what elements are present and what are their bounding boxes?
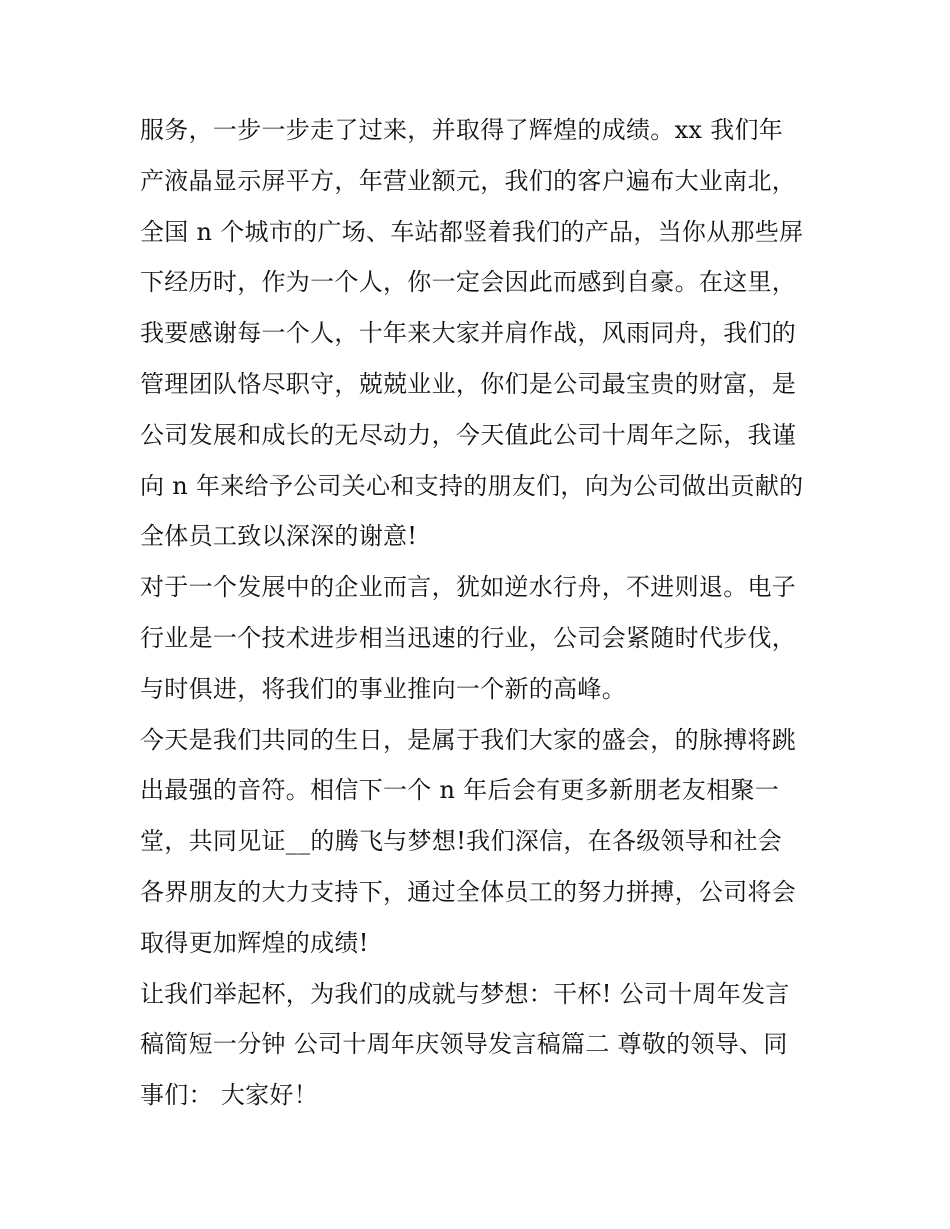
text-line: 稿简短一分钟 公司十周年庆领导发言稿篇二 尊敬的领导、同	[140, 1030, 788, 1059]
text-line: 行业是一个技术进步相当迅速的行业，公司会紧随时代步伐，	[140, 623, 797, 652]
text-line: 对于一个发展中的企业而言，犹如逆水行舟，不进则退。电子	[140, 573, 797, 602]
text-line: 我要感谢每一个人，十年来大家并肩作战，风雨同舟，我们的	[140, 319, 797, 348]
text-line: 产液晶显示屏平方，年营业额元，我们的客户遍布大业南北，	[140, 166, 797, 195]
document-body	[140, 105, 820, 1121]
text-line: 全体员工致以深深的谢意!	[140, 522, 418, 551]
text-line: 事们： 大家好！	[140, 1081, 319, 1110]
text-line: 取得更加辉煌的成绩!	[140, 928, 369, 957]
text-line: 让我们举起杯，为我们的成就与梦想：干杯! 公司十周年发言	[140, 979, 790, 1008]
text-line: 服务，一步一步走了过来，并取得了辉煌的成绩。xx 我们年	[140, 116, 784, 144]
text-line: 堂，共同见证__的腾飞与梦想!我们深信，在各级领导和社会	[140, 827, 783, 856]
text-line: 与时俱进，将我们的事业推向一个新的高峰。	[140, 674, 626, 703]
text-line: 公司发展和成长的无尽动力，今天值此公司十周年之际，我谨	[140, 420, 797, 449]
text-line: 今天是我们共同的生日，是属于我们大家的盛会，的脉搏将跳	[140, 725, 797, 754]
text-line: 全国 n 个城市的广场、车站都竖着我们的产品，当你从那些屏	[140, 217, 804, 246]
text-line: 向 n 年来给予公司关心和支持的朋友们，向为公司做出贡献的	[140, 471, 804, 500]
text-line: 管理团队恪尽职守，兢兢业业，你们是公司最宝贵的财富，是	[140, 369, 797, 398]
text-line: 下经历时，作为一个人，你一定会因此而感到自豪。在这里，	[140, 268, 797, 297]
text-line: 各界朋友的大力支持下，通过全体员工的努力拼搏，公司将会	[140, 877, 797, 906]
text-line: 出最强的音符。相信下一个 n 年后会有更多新朋老友相聚一	[140, 776, 780, 805]
